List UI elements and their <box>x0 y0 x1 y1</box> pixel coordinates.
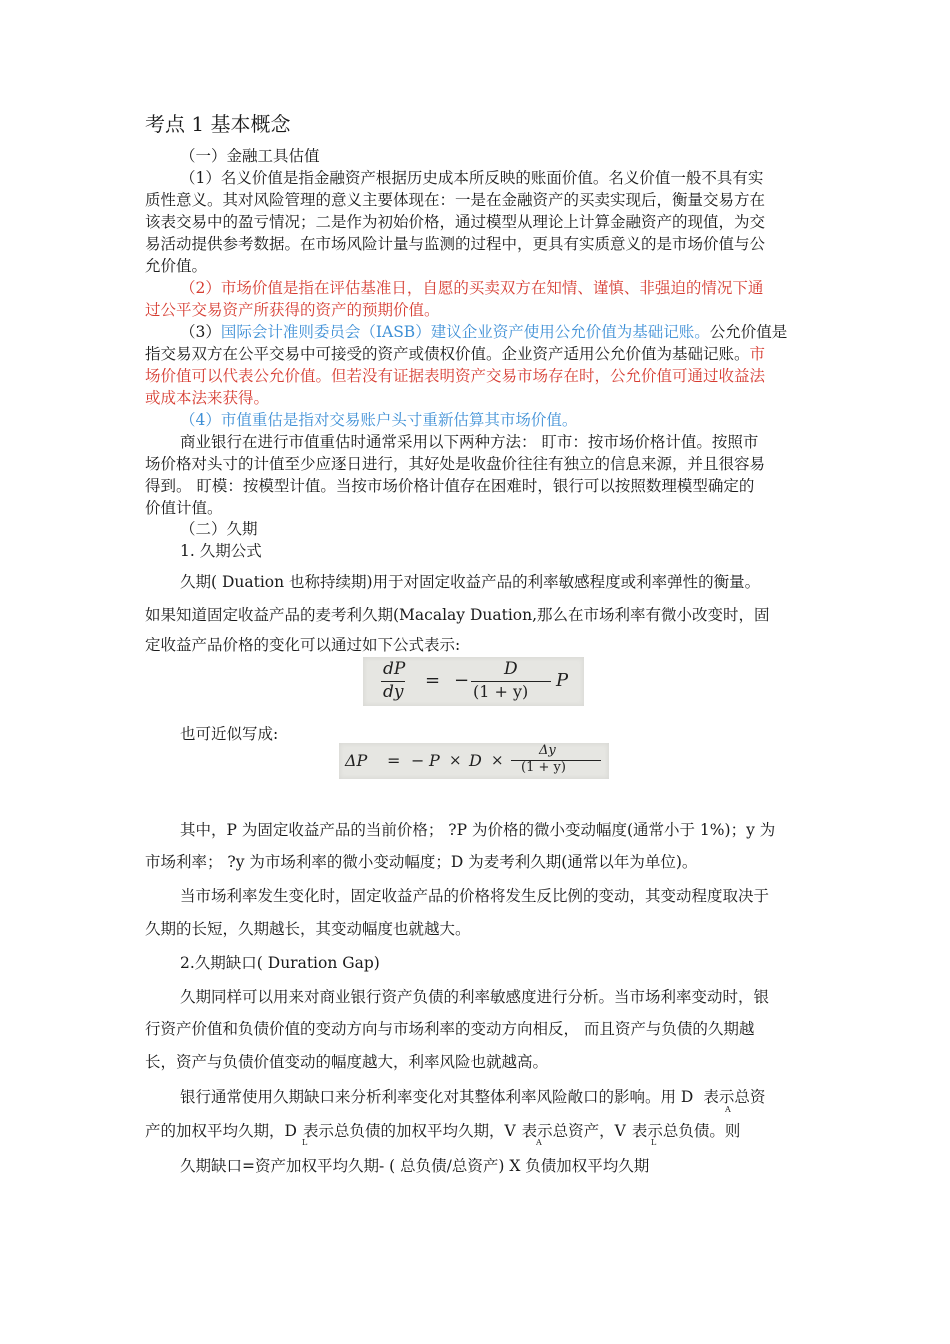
section-title-duration: （二）久期 <box>180 520 258 538</box>
approximation-label: 也可近似写成: <box>180 725 279 743</box>
formula-price-change-approx: ΔP = − P × D × Δy (1 + y) <box>339 743 609 779</box>
document-page: 考点 1 基本概念 （一）金融工具估值 （1）名义价值是指金融资产根据历史成本所反映的账面价值。名义价值一般不具有实 质性意义。其对风险管理的意义主要体现在：一是在金融资产的买卖实现后，衡量交易方在 该表交易中的盈亏情况；二是作为初始价格，通过模型从理论上计算金融资产的现值，为交 易活动提供参考数据。在市场风险计量与监测的过程中，更具有实质意义的是市场价值与公 允价值。 （2）市场价值是指在评估基准日，自愿的买卖双方在知情、谨慎、非强迫的情况下通 过公平交易资产所获得的资产的预期价值。 （3）国际会计准则委员会（IASB）建议企业资产使用公允价值为基础记账。公允价值是 指交易双方在公平交易中可接受的资产或债权价值。企业资产适用公允价值为基础记账。市 场价值可以代表公允价值。但若没有证据表明资产交易市场存在时，公允价值可通过收益法 或成本法来获得。 （4）市值重估是指对交易账户头寸重新估算其市场价值。 商业银行在进行市值重估时通常采用以下两种方法： 盯市：按市场价格计值。按照市 场价格对头寸的计值至少应逐日进行，其好处是收盘价往往有独立的信息来源，并且很容易 得到。 盯模：按模型计值。当按市场价格计值存在困难时，银行可以按照数理模型确定的 价值计值。 （二）久期 1. 久期公式 久期( Duation 也称持续期)用于对固定收益产品的利率敏感程度或利率弹性的衡量。 如果知道固定收益产品的麦考利久期(Macalay Duation,那么在市场利率有微小改变时，固 定收益产品价格的变化可以通过如下公式表示: dP dy = − D (1 + y) P 也可近似写成: ΔP = − P × D × Δy (1 + y) 其中，P 为固定收益产品的当前价格； ?P 为价格的微小变动幅度(通常小于 1%)；y 为 市场利率； ?y 为市场利率的微小变动幅度；D 为麦考利久期(通常以年为单位)。 当市场利率发生变化时，固定收益产品的价格将发生反比例的变动，其变动程度取决于 久期的长短，久期越长，其变动幅度也就越大。 2.久期缺口( Duration Gap) 久期同样可以用来对商业银行资产负债的利率敏感度进行分析。当市场利率变动时，银 行资产价值和负债价值的变动方向与市场利率的变动方向相反， 而且资产与负债的久期越 长，资产与负债价值变动的幅度越大，利率风险也就越高。 银行通常使用久期缺口来分析利率变化对其整体利率风险敞口的影响。用 D 表示总资 A 产的加权平均久期，D 表示总负债的加权平均久期，V 表示总资产，V 表示总负债。则 L A L 久期缺口=资产加权平均久期- ( 总负债/总资产) X 负债加权平均久期 <box>145 112 788 1175</box>
formula-duration-derivative: dP dy = − D (1 + y) P <box>363 657 584 706</box>
subsection-duration-gap: 2.久期缺口( Duration Gap) <box>180 954 380 972</box>
page-heading: 考点 1 基本概念 <box>145 112 291 136</box>
paragraph-revaluation: （4）市值重估是指对交易账户头寸重新估算其市场价值。 <box>180 411 578 429</box>
duration-gap-formula-text: 久期缺口=资产加权平均久期- ( 总负债/总资产) X 负债加权平均久期 <box>180 1157 650 1175</box>
section-title-valuation: （一）金融工具估值 <box>180 147 320 165</box>
subsection-duration-formula: 1. 久期公式 <box>180 542 262 560</box>
